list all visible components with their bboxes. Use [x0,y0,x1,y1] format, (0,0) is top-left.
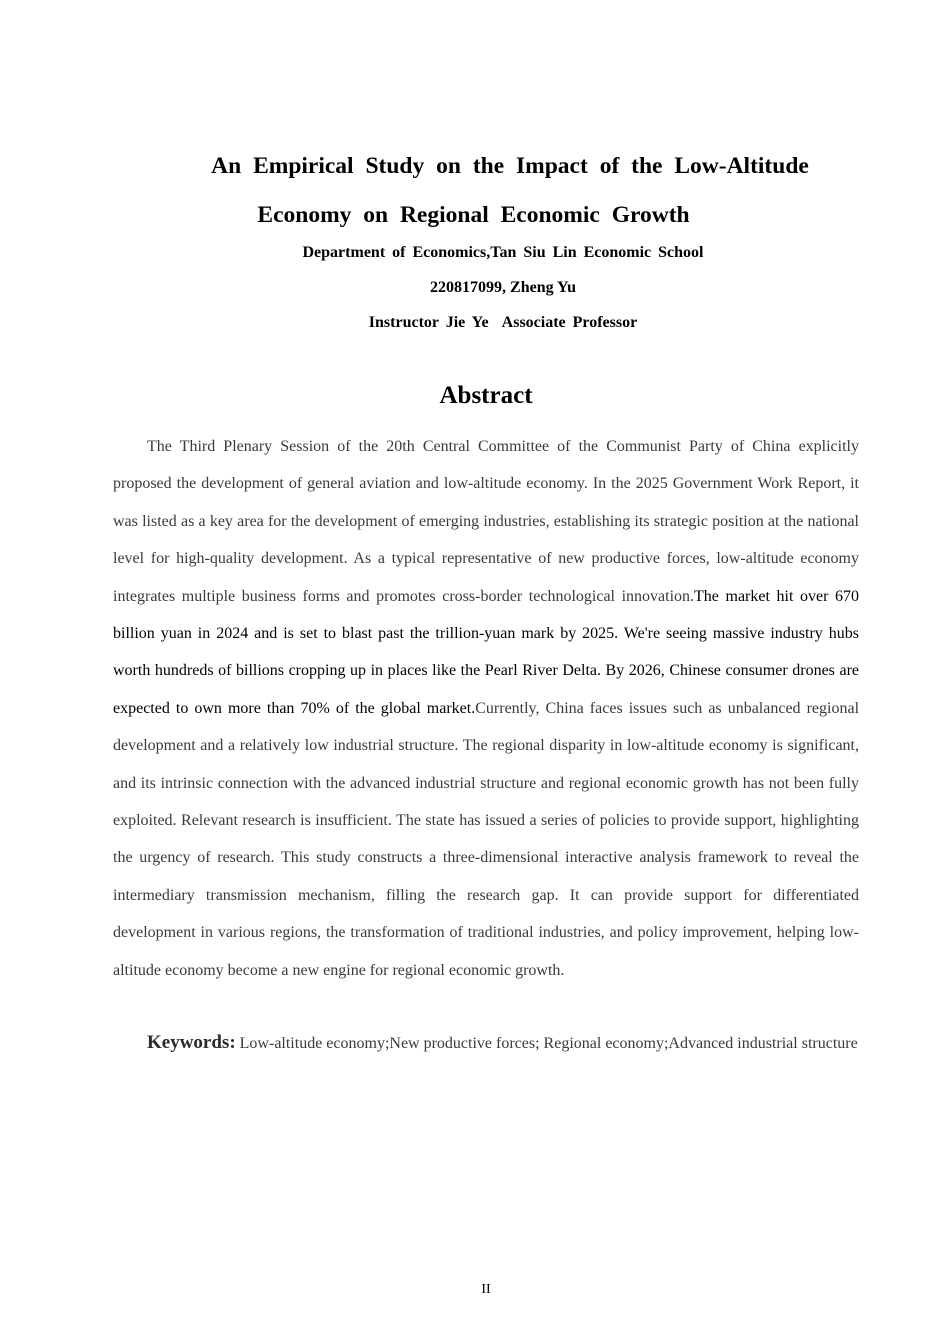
keywords-paragraph [113,1025,859,1062]
abstract-text-part-2: The market hit over 670 billion yuan in 2024 and is set to blast past the trillion-yuan mark by 2025. We're seeing massive industry hubs worth hundreds of billions cropping up in places like the Pearl River Delta. By 2026, Chinese consumer drones are expected to own more than 70% of the global market. [113,587,859,717]
abstract-text-part-3: Currently, China faces issues such as unbalanced regional development and a relatively low industrial structure. The regional disparity in low-altitude economy is significant, and its intrinsic connection with the advanced industrial structure and regional economic growth has not been fully exploited. Relevant research is insufficient. The state has issued a series of policies to provide support, highlighting the urgency of research. This study constructs a three-dimensional interactive analysis framework to reveal the intermediary transmission mechanism, filling the research gap. It can provide support for differentiated development in various regions, the transformation of traditional industries, and policy improvement, helping low-altitude economy become a new engine for regional economic growth. [113,699,860,979]
paper-title-line-2: Economy on Regional Economic Growth [257,202,690,228]
department-affiliation: Department of Economics,Tan Siu Lin Economic School [302,244,704,261]
page-number: II [481,1282,491,1297]
abstract-body [113,428,859,989]
student-id-name: 220817099, Zheng Yu [430,279,576,296]
instructor-line: Instructor Jie Ye Associate Professor [368,314,638,331]
keywords-label: Keywords: [147,1032,236,1053]
keywords-list: Low-altitude economy;New productive forces; Regional economy;Advanced industrial structure [235,1035,858,1052]
abstract-heading: Abstract [439,382,533,409]
abstract-text-part-1: The Third Plenary Session of the 20th Central Committee of the Communist Party of China explicitly proposed the development of general aviation and low-altitude economy. In the 2025 Government Work Report, it was listed as a key area for the development of emerging industries, establishing its strategic position at the national level for high-quality development. As a typical representative of new productive forces, low-altitude economy integrates multiple business forms and promotes cross-border technological innovation. [113,438,859,605]
paper-title-line-1: An Empirical Study on the Impact of the Low-Altitude [211,153,809,179]
